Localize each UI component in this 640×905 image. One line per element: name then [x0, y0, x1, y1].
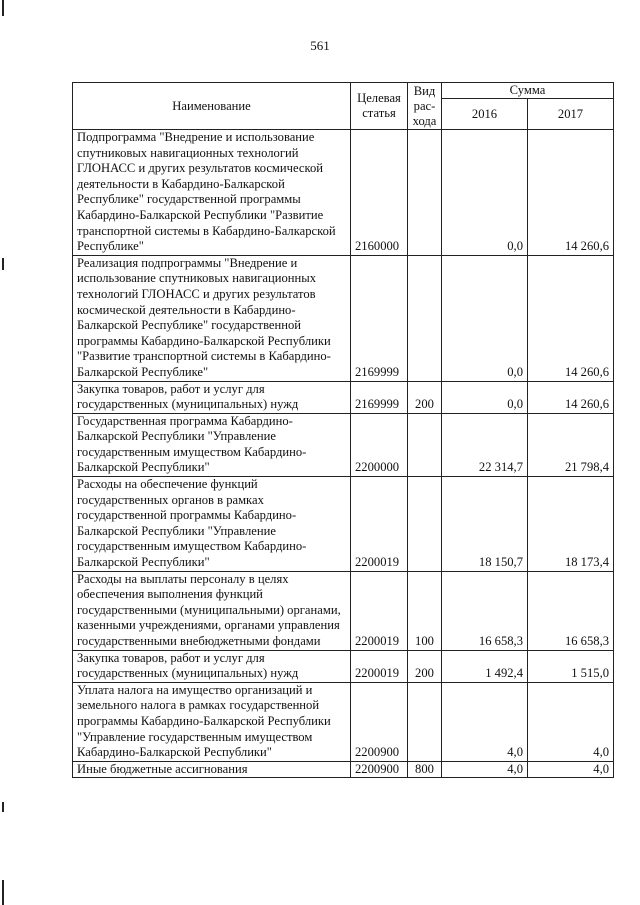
row-name: Государственная программа Кабардино-Балкарской Республики "Управление государственным имуществом Кабардино-Балкарской Республики" [73, 413, 351, 476]
table-header [73, 83, 614, 130]
row-value-2017: 1 515,0 [528, 650, 614, 682]
row-kind: 200 [408, 381, 442, 413]
row-value-2016: 16 658,3 [442, 571, 528, 650]
row-code: 2169999 [351, 381, 408, 413]
row-value-2016: 18 150,7 [442, 477, 528, 572]
table-row [73, 381, 614, 413]
row-kind [408, 413, 442, 476]
row-code: 2160000 [351, 130, 408, 256]
row-name: Подпрограмма "Внедрение и использование спутниковых навигационных технологий ГЛОНАСС и других результатов космической деятельности в Кабардино-Балкарской Республике" государственной программы Кабардино-Балкарской Республики "Развитие транспортной системы в Кабардино-Балкарской Республике" [73, 130, 351, 256]
row-value-2016: 0,0 [442, 255, 528, 381]
page-number: 561 [310, 38, 330, 53]
row-name: Иные бюджетные ассигнования [73, 761, 351, 778]
row-value-2016: 4,0 [442, 761, 528, 778]
row-kind [408, 682, 442, 761]
table-row [73, 413, 614, 476]
edge-mark-lower [2, 802, 4, 812]
row-value-2016: 22 314,7 [442, 413, 528, 476]
row-value-2017: 18 173,4 [528, 477, 614, 572]
row-code: 2200019 [351, 650, 408, 682]
row-code: 2169999 [351, 255, 408, 381]
table-row [73, 477, 614, 572]
row-name: Уплата налога на имущество организаций и земельного налога в рамках государственной программы Кабардино-Балкарской Республики "Управление государственным имуществом Кабардино-Балкарской Республики" [73, 682, 351, 761]
row-value-2017: 4,0 [528, 761, 614, 778]
edge-mark-bottom [2, 880, 4, 905]
row-kind: 200 [408, 650, 442, 682]
table-body [73, 130, 614, 778]
header-name: Наименование [73, 83, 351, 130]
table-row [73, 255, 614, 381]
row-kind [408, 255, 442, 381]
budget-table [72, 82, 614, 778]
row-name: Закупка товаров, работ и услуг для государственных (муниципальных) нужд [73, 650, 351, 682]
row-value-2016: 0,0 [442, 130, 528, 256]
row-name: Реализация подпрограммы "Внедрение и использование спутниковых навигационных технологий ГЛОНАСС и других результатов космической деятельности в Кабардино-Балкарской Республике" государственной программы Кабардино-Балкарской Республики "Развитие транспортной системы в Кабардино-Балкарской Республике" [73, 255, 351, 381]
table-row [73, 682, 614, 761]
row-value-2017: 14 260,6 [528, 130, 614, 256]
row-kind [408, 477, 442, 572]
edge-mark-middle [2, 258, 4, 270]
header-year-2017: 2017 [528, 99, 614, 130]
table-row [73, 761, 614, 778]
header-sum: Сумма [442, 83, 614, 99]
header-code: Целевая статья [351, 83, 408, 130]
row-name: Расходы на выплаты персоналу в целях обеспечения выполнения функций государственными (муниципальными) органами, казенными учреждениями, органами управления государственными внебюджетными фондами [73, 571, 351, 650]
row-name: Закупка товаров, работ и услуг для государственных (муниципальных) нужд [73, 381, 351, 413]
row-value-2016: 1 492,4 [442, 650, 528, 682]
row-code: 2200019 [351, 571, 408, 650]
row-value-2017: 14 260,6 [528, 255, 614, 381]
row-value-2017: 14 260,6 [528, 381, 614, 413]
edge-mark-top [2, 0, 4, 16]
row-name: Расходы на обеспечение функций государственных органов в рамках государственной программы Кабардино-Балкарской Республики "Управление государственным имуществом Кабардино-Балкарской Республики" [73, 477, 351, 572]
header-year-2016: 2016 [442, 99, 528, 130]
row-value-2016: 4,0 [442, 682, 528, 761]
row-code: 2200900 [351, 761, 408, 778]
row-kind [408, 130, 442, 256]
row-value-2017: 21 798,4 [528, 413, 614, 476]
row-kind: 100 [408, 571, 442, 650]
header-kind: Вид рас-хода [408, 83, 442, 130]
row-code: 2200900 [351, 682, 408, 761]
row-value-2017: 16 658,3 [528, 571, 614, 650]
row-kind: 800 [408, 761, 442, 778]
table-row [73, 130, 614, 256]
row-code: 2200000 [351, 413, 408, 476]
table-row [73, 571, 614, 650]
table-row [73, 650, 614, 682]
row-code: 2200019 [351, 477, 408, 572]
row-value-2016: 0,0 [442, 381, 528, 413]
row-value-2017: 4,0 [528, 682, 614, 761]
